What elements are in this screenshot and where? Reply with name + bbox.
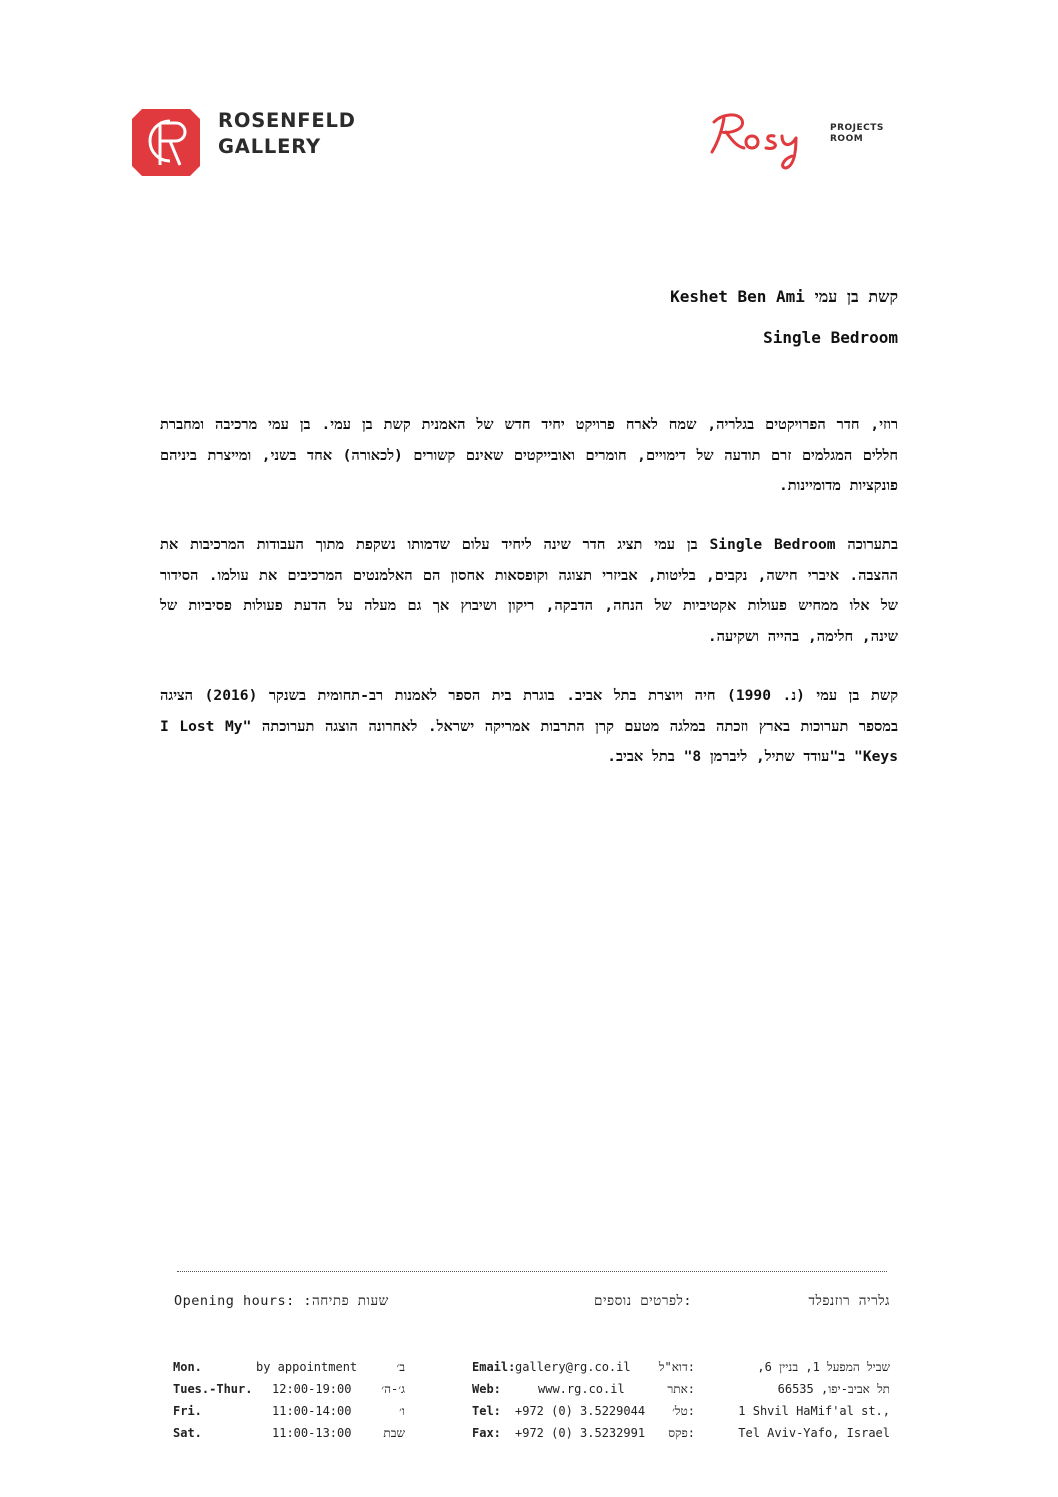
contact-heading: :לפרטים נוספים [594, 1293, 692, 1309]
hours-time: 12:00-19:00 [272, 1382, 352, 1396]
hours-day: Tues.-Thur. [173, 1382, 253, 1396]
rosy-sub-line1: PROJECTS [830, 123, 884, 133]
rosy-script-logo [708, 108, 826, 176]
paragraph-bio: קשת בן עמי (נ. 1990) חיה ויוצרת בתל אביב. בוגרת בית הספר לאמנות רב-תחומית בשנקר (2016) הציגה במספר תערוכות בארץ וזכתה במלגה מטעם קרן התרבות אמריקה ישראל. לאחרונה הוצגה תערוכתה "I Lost My Keys" ב"עודד שתיל, ליברמן 8" בתל אביב. [160, 687, 898, 765]
contact-label-hebrew: :דוא"ל [658, 1360, 695, 1374]
paragraph-intro: רוזי, חדר הפרויקטים בגלריה, שמח לארח פרויקט יחיד חדש של האמנית קשת בן עמי. בן עמי מרכיבה ומחברת חללים המגלמים זרם תודעה של דימויים, חומרים ואובייקטים שאינם קשורים (לכאורה) אחד בשני, ומייצרת ביניהם פונקציות מדומיינות. [160, 416, 898, 494]
hours-day-hebrew: ו׳ [399, 1404, 405, 1418]
hours-row [173, 1360, 423, 1380]
gallery-name-line2: GALLERY [218, 135, 321, 158]
rosy-projects-room-logo [708, 108, 898, 176]
contact-label: Email: [472, 1360, 516, 1374]
hours-day-hebrew: ב׳ [396, 1360, 405, 1374]
hours-time: by appointment [256, 1360, 358, 1374]
hours-day: Mon. [173, 1360, 202, 1374]
hours-row [173, 1404, 423, 1424]
hours-day-hebrew: ג׳-ה׳ [381, 1382, 405, 1396]
hours-heading: Opening hours: :שעות פתיחה [174, 1293, 389, 1309]
contact-row-web [470, 1382, 695, 1402]
contact-row-fax [470, 1426, 695, 1446]
address-line-english-2: Tel Aviv-Yafo, Israel [738, 1426, 890, 1440]
rg-monogram-icon [132, 109, 200, 176]
artist-title: Keshet Ben Ami קשת בן עמי [670, 287, 898, 306]
gallery-heading: גלריה רוזנפלד [808, 1293, 890, 1309]
fax-number: +972 (0) 3.5232991 [515, 1426, 646, 1440]
rosy-subtitle [830, 123, 884, 145]
contact-label-hebrew: :אתר [667, 1382, 695, 1396]
hours-row [173, 1426, 423, 1446]
rosy-sub-line2: ROOM [830, 134, 864, 144]
hours-day: Fri. [173, 1404, 202, 1418]
address-line-english-1: 1 Shvil HaMif'al st., [738, 1404, 890, 1418]
address-line-hebrew-1: שביל המפעל 1, בניין 6, [757, 1360, 890, 1374]
contact-label: Fax: [472, 1426, 501, 1440]
contact-label-hebrew: :טל׳ [672, 1404, 695, 1418]
gallery-name [218, 108, 356, 160]
paragraph-exhibition: בתערוכה Single Bedroom בן עמי תציג חדר שינה ליחיד עלום שדמותו נשקפת מתוך העבודות המרכיבות את ההצבה. איברי חישה, נקבים, בליטות, אביזרי תצוגה וקופסאות אחסון הם האלמנטים המרכיבים את עולמו. הסידור של אלו ממחיש פעולות אקטיביות של הנחה, הדבקה, ריקון ושיבוץ אך גם מעלה על הדעת פעולות פסיביות של שינה, חלימה, בהייה ושקיעה. [160, 536, 898, 645]
footer-divider [177, 1271, 887, 1272]
email-link[interactable]: gallery@rg.co.il [515, 1360, 631, 1374]
exhibition-title: Single Bedroom [763, 328, 898, 347]
contact-label: Tel: [472, 1404, 501, 1418]
phone-number: +972 (0) 3.5229044 [515, 1404, 646, 1418]
contact-label: Web: [472, 1382, 501, 1396]
hours-row [173, 1382, 423, 1402]
hours-time: 11:00-14:00 [272, 1404, 352, 1418]
contact-label-hebrew: :פקס [668, 1426, 695, 1440]
hours-day: Sat. [173, 1426, 202, 1440]
contact-row-tel [470, 1404, 695, 1424]
hours-time: 11:00-13:00 [272, 1426, 352, 1440]
contact-row-email [470, 1360, 695, 1380]
hours-day-hebrew: שבת [383, 1426, 405, 1440]
address-line-hebrew-2: תל אביב-יפו, 66535 [777, 1382, 890, 1396]
gallery-name-line1: ROSENFELD [218, 109, 356, 132]
web-link[interactable]: www.rg.co.il [538, 1382, 625, 1396]
